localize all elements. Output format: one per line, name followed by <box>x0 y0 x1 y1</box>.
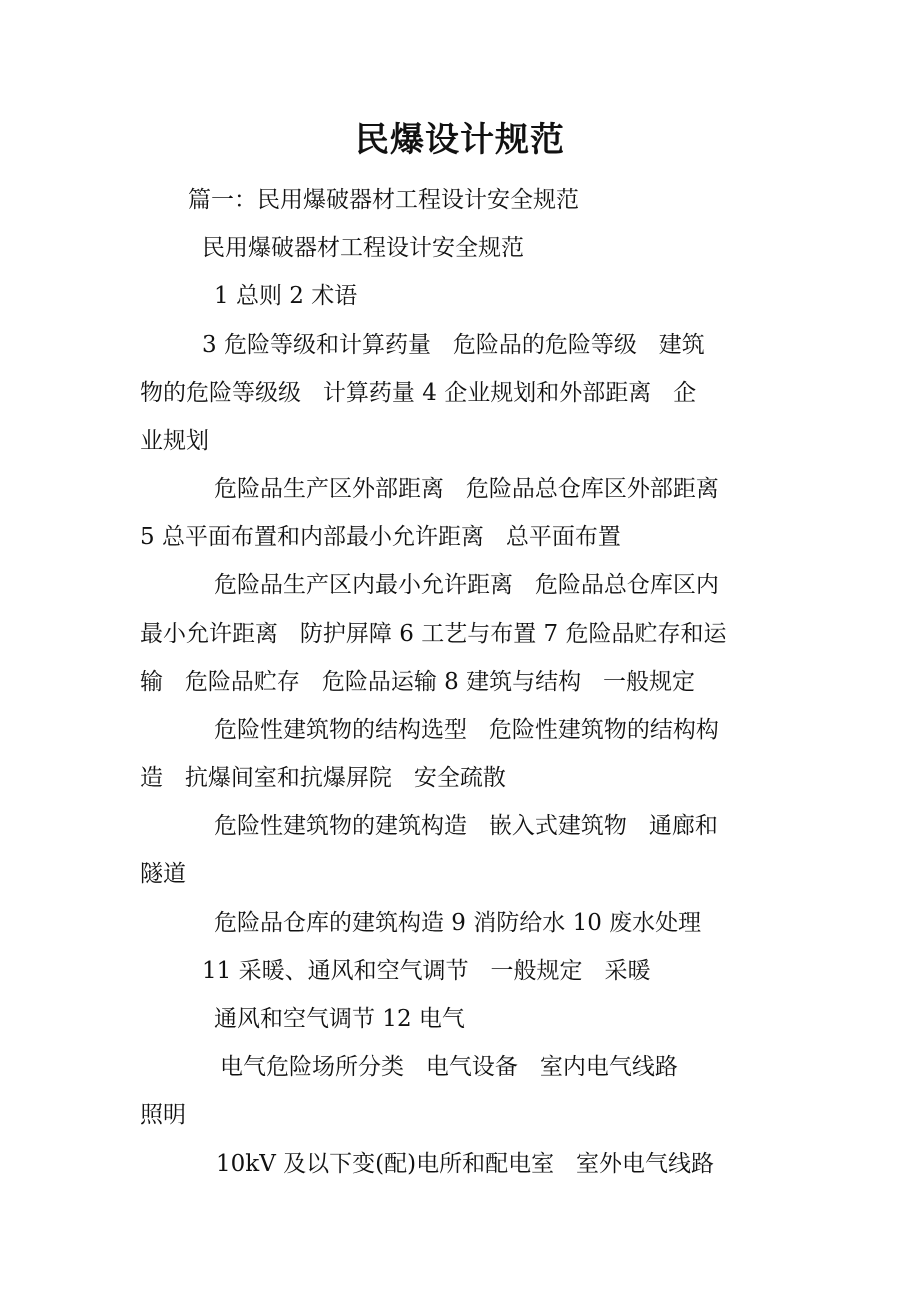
text-line-12: 危险性建筑物的结构选型 危险性建筑物的结构构 <box>214 717 719 743</box>
text-line-10: 最小允许距离 防护屏障 6 工艺与布置 7 危险品贮存和运 <box>140 621 727 647</box>
text-line-18: 通风和空气调节 12 电气 <box>214 1006 465 1032</box>
text-line-5: 物的危险等级级 计算药量 4 企业规划和外部距离 企 <box>140 380 697 406</box>
text-line-7: 危险品生产区外部距离 危险品总仓库区外部距离 <box>214 476 719 502</box>
text-line-2: 民用爆破器材工程设计安全规范 <box>202 235 524 261</box>
text-line-13: 造 抗爆间室和抗爆屏院 安全疏散 <box>140 765 506 791</box>
text-line-16: 危险品仓库的建筑构造 9 消防给水 10 废水处理 <box>214 910 702 936</box>
text-line-8: 5 总平面布置和内部最小允许距离 总平面布置 <box>140 524 621 550</box>
text-line-19: 电气危险场所分类 电气设备 室内电气线路 <box>220 1054 678 1080</box>
document-title: 民爆设计规范 <box>355 120 565 160</box>
text-line-4: 3 危险等级和计算药量 危险品的危险等级 建筑 <box>202 332 705 358</box>
text-line-9: 危险品生产区内最小允许距离 危险品总仓库区内 <box>214 572 719 598</box>
text-line-6: 业规划 <box>140 428 209 454</box>
text-line-3: 1 总则 2 术语 <box>214 283 358 309</box>
text-line-17: 11 采暖、通风和空气调节 一般规定 采暖 <box>202 958 651 984</box>
text-line-14: 危险性建筑物的建筑构造 嵌入式建筑物 通廊和 <box>214 813 718 839</box>
text-line-1: 篇一：民用爆破器材工程设计安全规范 <box>188 187 579 213</box>
text-line-21: 10kV 及以下变(配)电所和配电室 室外电气线路 <box>216 1151 715 1177</box>
text-line-11: 输 危险品贮存 危险品运输 8 建筑与结构 一般规定 <box>140 669 696 695</box>
text-line-15: 隧道 <box>140 861 186 887</box>
text-line-20: 照明 <box>140 1102 186 1128</box>
